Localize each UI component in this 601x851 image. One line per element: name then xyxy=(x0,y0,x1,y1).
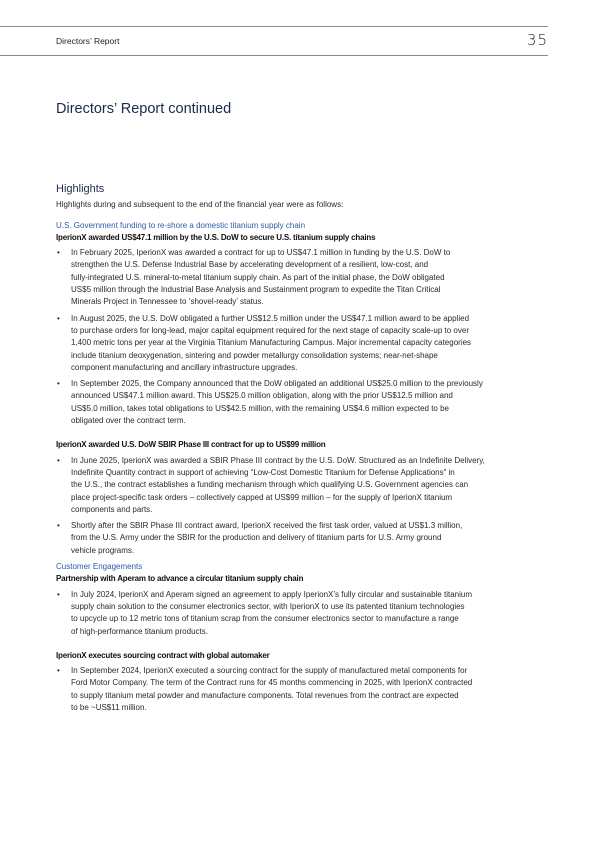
bullet-text-line: to upcycle up to 12 metric tons of titanium scrap from the consumer electronics sector to manufacture a range xyxy=(71,614,459,624)
highlights-section xyxy=(56,183,551,718)
bullet-text-line: 1,400 metric tons per year at the Virginia Titanium Manufacturing Campus. Major incremental capacity categories xyxy=(71,338,472,348)
header-bottom-rule xyxy=(0,55,548,56)
running-header: Directors’ Report xyxy=(56,36,120,46)
bullet-item xyxy=(56,520,551,557)
bullet-text-line: announced US$47.1 million award. This US$25.0 million obligation, along with the prior US$12.5 million and xyxy=(71,391,453,401)
bullet-text-line: components and parts. xyxy=(71,504,153,514)
bullet-item xyxy=(56,313,551,374)
bullet-item xyxy=(56,455,551,516)
bullet-icon: • xyxy=(57,313,60,323)
bullet-text-line: vehicle programs. xyxy=(71,545,135,555)
bullet-text-line: supply chain solution to the consumer electronics sector, with IperionX to use its patented titanium technologies xyxy=(71,601,465,611)
page-number: 35 xyxy=(526,31,548,49)
group-title: Partnership with Aperam to advance a circular titanium supply chain xyxy=(56,574,304,584)
bullet-item xyxy=(56,378,551,427)
bullet-text-line: In July 2024, IperionX and Aperam signed an agreement to apply IperionX’s fully circular and sustainable titanium xyxy=(71,589,472,599)
header-top-rule xyxy=(0,26,548,27)
bullet-icon: • xyxy=(57,589,60,599)
bullet-text-line: obligated over the contract term. xyxy=(71,416,186,426)
bullet-item xyxy=(56,665,551,714)
bullet-item xyxy=(56,589,551,638)
highlights-heading: Highlights xyxy=(56,183,105,195)
bullet-text-line: to purchase orders for long-lead, major capital equipment required for the next stage of capacity scale-up to over xyxy=(71,325,469,335)
bullet-text-line: In June 2025, IperionX was awarded a SBIR Phase III contract by the U.S. DoW. Structured as an Indefinite Delivery, xyxy=(71,455,485,465)
section-heading: U.S. Government funding to re-shore a domestic titanium supply chain xyxy=(56,220,306,230)
bullet-text-line: the U.S., the contract establishes a funding mechanism through which qualifying U.S. Government agencies can xyxy=(71,480,469,490)
bullet-text-line: In September 2024, IperionX executed a sourcing contract for the supply of manufactured metal components for xyxy=(71,666,468,676)
bullet-text-line: In February 2025, IperionX was awarded a contract for up to US$47.1 million in funding by the U.S. DoW to xyxy=(71,248,451,258)
bullet-text-line: to supply titanium metal powder and manufacture components. Total revenues from the contract are expected xyxy=(71,690,459,700)
page-title: Directors’ Report continued xyxy=(56,101,232,117)
group-title: IperionX awarded US$47.1 million by the U.S. DoW to secure U.S. titanium supply chains xyxy=(56,232,376,242)
highlight-section xyxy=(56,561,551,714)
bullet-text-line: of high-performance titanium products. xyxy=(71,626,208,636)
highlight-section xyxy=(56,220,551,557)
bullet-icon: • xyxy=(57,379,60,389)
bullet-item xyxy=(56,247,551,308)
highlight-group xyxy=(56,232,551,427)
bullet-text-line: In August 2025, the U.S. DoW obligated a further US$12.5 million under the US$47.1 million award to be applied xyxy=(71,313,470,323)
bullet-text-line: Indefinite Quantity contract in support of achieving “Low-Cost Domestic Titanium for Defense Applications” in xyxy=(71,467,455,477)
bullet-icon: • xyxy=(57,521,60,531)
bullet-text-line: Shortly after the SBIR Phase III contract award, IperionX received the first task order, valued at US$1.3 million, xyxy=(71,521,463,531)
bullet-text-line: component manufacturing and ancillary infrastructure upgrades. xyxy=(71,362,298,372)
spacer xyxy=(56,642,551,650)
spacer xyxy=(56,431,551,439)
bullet-icon: • xyxy=(57,455,60,465)
bullet-icon: • xyxy=(57,248,60,258)
bullet-text-line: Minerals Project in Tennessee to ‘shovel-ready’ status. xyxy=(71,297,264,307)
bullet-text-line: include titanium deoxygenation, sintering and powder metallurgy consolidation systems; near-net-shape xyxy=(71,350,438,360)
bullet-text-line: from the U.S. Army under the SBIR for the production and delivery of titanium parts for U.S. Army ground xyxy=(71,533,442,543)
highlights-intro: Highlights during and subsequent to the end of the financial year were as follows: xyxy=(56,200,344,210)
bullet-text-line: place project-specific task orders – collectively capped at US$99 million – for the supply of IperionX titanium xyxy=(71,492,453,502)
group-title: IperionX awarded U.S. DoW SBIR Phase III contract for up to US$99 million xyxy=(56,440,326,450)
bullet-text-line: strengthen the U.S. Defense Industrial Base by accelerating development of a resilient, low-cost, and xyxy=(71,260,429,270)
highlight-group xyxy=(56,573,551,637)
bullet-text-line: to be ~US$11 million. xyxy=(71,702,147,712)
bullet-text-line: US$5 million through the Industrial Base Analysis and Sustainment program to expedite the Titan Critical xyxy=(71,285,441,295)
bullet-text-line: fully-integrated U.S. mineral-to-metal titanium supply chain. As part of the initial phase, the DoW obligated xyxy=(71,272,445,282)
bullet-text-line: In September 2025, the Company announced that the DoW obligated an additional US$25.0 million to the previously xyxy=(71,379,483,389)
group-title: IperionX executes sourcing contract with global automaker xyxy=(56,650,270,660)
bullet-text-line: Ford Motor Company. The term of the Contract runs for 45 months commencing in 2025, with IperionX contracted xyxy=(71,678,473,688)
highlights-body xyxy=(56,220,551,715)
highlight-group xyxy=(56,650,551,714)
highlight-group xyxy=(56,439,551,557)
section-heading: Customer Engagements xyxy=(56,562,143,572)
bullet-text-line: US$5.0 million, takes total obligations to US$42.5 million, with the remaining US$4.6 million expected to be xyxy=(71,403,449,413)
bullet-icon: • xyxy=(57,666,60,676)
